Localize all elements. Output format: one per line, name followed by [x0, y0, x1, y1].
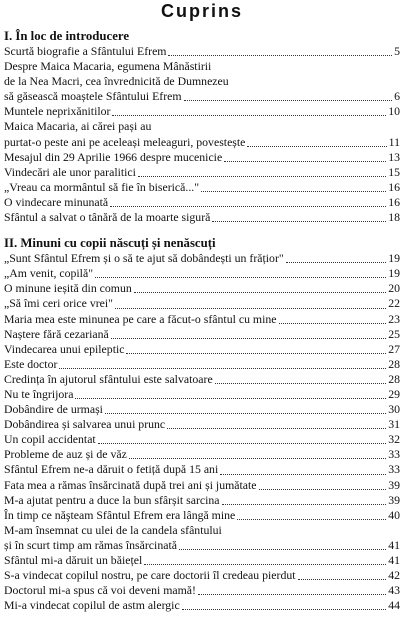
toc-entry[interactable] — [4, 327, 400, 342]
dot-leader — [198, 594, 386, 595]
toc-entry[interactable] — [4, 150, 400, 165]
toc-entry-line: Maica Macaria, ai cărei pași au — [4, 119, 152, 134]
toc-entry[interactable] — [4, 44, 400, 59]
toc-page-number: 6 — [394, 89, 400, 104]
toc-entry-title: Dobândirea și salvarea unui prunc — [4, 417, 166, 432]
toc-entry-title: În timp ce năşteam Sfântul Efrem era lângă mine — [4, 507, 236, 522]
toc-page-number: 11 — [388, 134, 400, 149]
toc-entry[interactable] — [4, 195, 400, 210]
toc-page-number: 41 — [388, 537, 400, 552]
toc-entry[interactable] — [4, 119, 400, 149]
toc-entry-title: purtat-o peste ani pe aceleași meleaguri, povestește — [4, 134, 246, 149]
toc-entry[interactable] — [4, 357, 400, 372]
toc-entry-title: și în scurt timp am rămas însărcinată — [4, 537, 177, 552]
toc-entry-title: Vindecări ale unor paralitici — [4, 164, 136, 179]
toc-page-number: 16 — [388, 194, 400, 209]
toc-entry[interactable] — [4, 165, 400, 180]
dot-leader — [286, 262, 387, 263]
dot-leader — [105, 413, 386, 414]
dot-leader — [59, 368, 386, 369]
dot-leader — [222, 504, 387, 505]
toc-page-number: 20 — [388, 281, 400, 296]
dot-leader — [111, 338, 386, 339]
toc-entry[interactable] — [4, 266, 400, 281]
toc-entry-list — [4, 251, 400, 613]
toc-entry[interactable] — [4, 387, 400, 402]
toc-page-number: 30 — [388, 402, 400, 417]
toc-entry[interactable] — [4, 104, 400, 119]
toc-entry-title: O vindecare minunată — [4, 194, 109, 209]
toc-entry[interactable] — [4, 508, 400, 523]
dot-leader — [237, 519, 386, 520]
toc-entry-title: „Sunt Sfântul Efrem și o să te ajut să dobândești un frățior" — [4, 251, 284, 266]
toc-page-number: 33 — [388, 462, 400, 477]
toc-entry-title: O minune ieșită din comun — [4, 281, 132, 296]
toc-page-number: 19 — [388, 266, 400, 281]
toc-page-number: 43 — [388, 583, 400, 598]
toc-page-number: 39 — [388, 492, 400, 507]
toc-entry-title: Dobândire de urmași — [4, 402, 103, 417]
dot-leader — [168, 55, 392, 56]
dot-leader — [224, 161, 386, 162]
dot-leader — [115, 308, 386, 309]
toc-page-number: 19 — [388, 251, 400, 266]
toc-entry-title: Maria mea este minunea pe care a făcut-o sfântul cu mine — [4, 311, 277, 326]
toc-entry-line: Despre Maica Macaria, egumena Mânăstirii — [4, 59, 212, 74]
dot-leader — [112, 115, 386, 116]
toc-entry[interactable] — [4, 568, 400, 583]
toc-page-number: 5 — [394, 44, 400, 58]
dot-leader — [182, 609, 387, 610]
toc-entry[interactable] — [4, 583, 400, 598]
toc-entry[interactable] — [4, 251, 400, 266]
toc-page-number: 22 — [388, 296, 400, 311]
toc-entry[interactable] — [4, 180, 400, 195]
toc-entry[interactable] — [4, 210, 400, 225]
dot-leader — [259, 489, 387, 490]
toc-entry[interactable] — [4, 598, 400, 613]
toc-entry-title: M-a ajutat pentru a duce la bun sfârșit sarcina — [4, 492, 220, 507]
toc-entry-title: Muntele nepriхănitilor — [4, 104, 111, 119]
dot-leader — [95, 277, 386, 278]
toc-entry-title: Mi-a vindecat copilul de astm alergic — [4, 598, 180, 613]
toc-entry-title: „Vreau ca mormântul să fie în biserică..." — [4, 179, 200, 194]
toc-page-number: 18 — [388, 210, 400, 225]
toc-entry[interactable] — [4, 372, 400, 387]
toc-entry-title: Fata mea a rămas însărcinată după trei ani și jumătate — [4, 477, 257, 492]
toc-entry[interactable] — [4, 342, 400, 357]
section-heading: I. În loc de introducere — [4, 29, 130, 43]
dot-leader — [98, 443, 386, 444]
toc-entry-title: Doctorul mi-a spus că voi deveni mamă! — [4, 583, 196, 598]
dot-leader — [75, 398, 386, 399]
dot-leader — [126, 353, 386, 354]
dot-leader — [212, 221, 386, 222]
toc-entry[interactable] — [4, 523, 400, 553]
toc-entry-title: Probleme de auz și de văz — [4, 447, 127, 462]
toc-entry-title: Sfântul a salvat o tânără de la moarte sigură — [4, 210, 211, 225]
toc-entry[interactable] — [4, 281, 400, 296]
toc-entry-title: S-a vindecat copilul nostru, pe care doctorii îl credeau pierdut — [4, 568, 296, 583]
dot-leader — [129, 458, 386, 459]
toc-page-number: 10 — [388, 104, 400, 119]
toc-entry[interactable] — [4, 478, 400, 493]
toc-entry-line: M-am însemnat cu ulei de la candela sfântului — [4, 522, 222, 537]
toc-entry[interactable] — [4, 493, 400, 508]
toc-page-number: 32 — [388, 432, 400, 447]
toc-page-number: 23 — [388, 311, 400, 326]
dot-leader — [201, 191, 386, 192]
dot-leader — [279, 323, 387, 324]
toc-page-number: 31 — [388, 417, 400, 432]
toc-entry[interactable] — [4, 296, 400, 311]
toc-entry-title: Sfântul Efrem ne-a dăruit o fetiță după 15 ani — [4, 462, 219, 477]
dot-leader — [144, 564, 386, 565]
toc-page-number: 42 — [388, 568, 400, 583]
toc-entry-title: „Să îmi ceri orice vrei" — [4, 296, 113, 311]
toc-page-number: 27 — [388, 341, 400, 356]
toc-page-number: 25 — [388, 326, 400, 341]
toc-entry-title: Naștere fără cezariană — [4, 326, 109, 341]
toc-page-number: 29 — [388, 386, 400, 401]
toc-page-number: 16 — [388, 179, 400, 194]
toc-entry-title: să găsească moaștele Sfântului Efrem — [4, 89, 182, 104]
toc-entry[interactable] — [4, 402, 400, 417]
dot-leader — [110, 206, 386, 207]
toc-entry-title: Credința în ajutorul sfântului este salvatoare — [4, 371, 213, 386]
toc-page-number: 28 — [388, 356, 400, 371]
dot-leader — [138, 176, 386, 177]
page-title: Cuprins — [160, 1, 243, 21]
dot-leader — [215, 383, 387, 384]
dot-leader — [220, 474, 386, 475]
toc-page-number: 28 — [388, 371, 400, 386]
toc-page-number: 33 — [388, 447, 400, 462]
toc-page-number: 41 — [388, 553, 400, 567]
toc-entry-list — [4, 44, 400, 225]
toc-entry[interactable] — [4, 59, 400, 104]
toc-entry-title: Scurtă biografie a Sfântului Efrem — [4, 44, 167, 58]
table-of-contents — [0, 28, 404, 613]
toc-page-number: 44 — [388, 598, 400, 613]
toc-page-number: 13 — [388, 149, 400, 164]
toc-entry-title: Vindecarea unui epileptic — [4, 341, 125, 356]
dot-leader — [247, 146, 386, 147]
toc-entry[interactable] — [4, 447, 400, 462]
toc-page-number: 40 — [388, 507, 400, 522]
toc-entry[interactable] — [4, 462, 400, 477]
toc-entry-line: de la Nea Macri, cea învrednicită de Dumnezeu — [4, 74, 229, 89]
toc-entry-title: „Am venit, copilă" — [4, 266, 94, 281]
dot-leader — [179, 549, 386, 550]
toc-page-number: 15 — [388, 164, 400, 179]
dot-leader — [134, 292, 386, 293]
toc-entry[interactable] — [4, 432, 400, 447]
toc-entry-title: Un copil accidentat — [4, 432, 96, 447]
dot-leader — [298, 579, 387, 580]
toc-entry-title: Mesajul din 29 Aprilie 1966 despre mucenicie — [4, 149, 223, 164]
toc-entry-title: Nu te îngrijora — [4, 386, 74, 401]
toc-entry-title: Sfântul mi-a dăruit un băiețel — [4, 553, 143, 567]
toc-entry[interactable] — [4, 553, 400, 568]
dot-leader — [167, 428, 386, 429]
toc-entry[interactable] — [4, 417, 400, 432]
toc-entry[interactable] — [4, 312, 400, 327]
toc-entry-title: Este doctor — [4, 356, 58, 371]
dot-leader — [184, 100, 393, 101]
toc-page-number: 39 — [388, 477, 400, 492]
section-heading: II. Minuni cu copii născuți și nenăscuți — [4, 236, 216, 251]
